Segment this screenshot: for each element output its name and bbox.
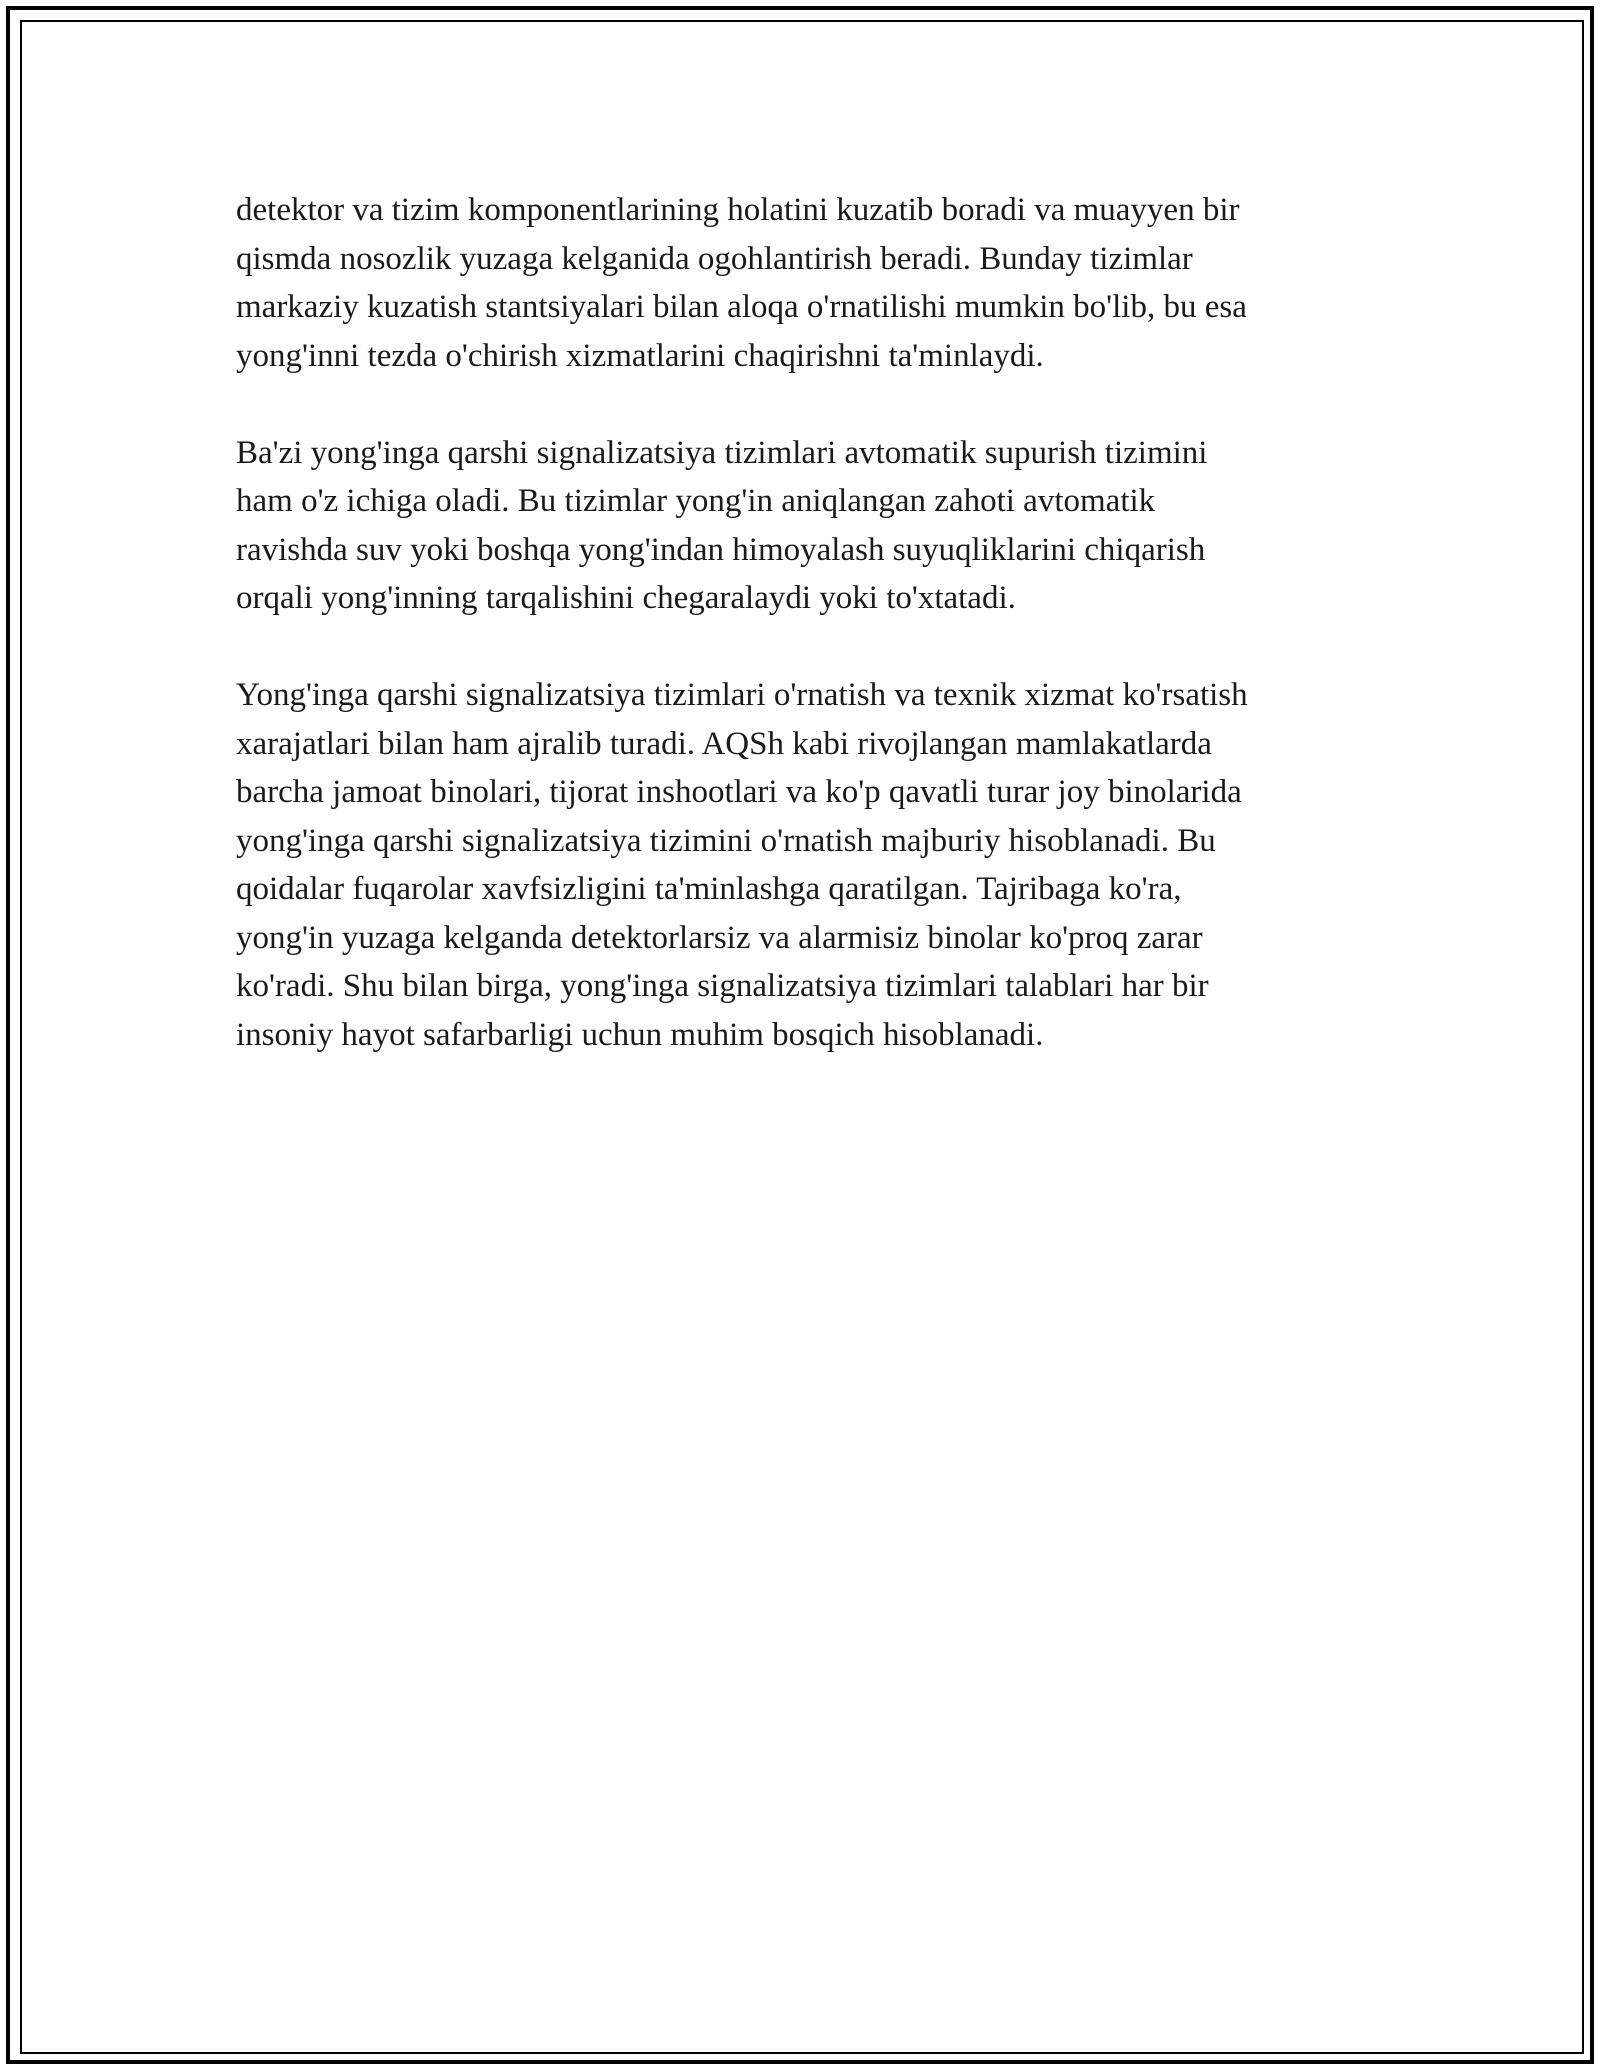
text-line: detektor va tizim komponentlarining holatini kuzatib boradi va muayyen bir xyxy=(236,192,1240,228)
document-body xyxy=(236,186,1376,1108)
text-line: yong'inni tezda o'chirish xizmatlarini chaqirishni ta'minlaydi. xyxy=(236,337,1044,374)
text-line: ravishda suv yoki boshqa yong'indan himoyalash suyuqliklarini chiqarish xyxy=(236,531,1206,568)
text-line: Ba'zi yong'inga qarshi signalizatsiya tizimlari avtomatik supurish tizimini xyxy=(236,434,1208,471)
text-line: markaziy kuzatish stantsiyalari bilan aloqa o'rnatilishi mumkin bo'lib, bu esa xyxy=(236,289,1247,325)
paragraph-1 xyxy=(236,186,1376,380)
text-line: insoniy hayot safarbarligi uchun muhim bosqich hisoblanadi. xyxy=(236,1016,1044,1053)
text-line: ko'radi. Shu bilan birga, yong'inga signalizatsiya tizimlari talablari har bir xyxy=(236,968,1209,1004)
text-line: ham o'z ichiga oladi. Bu tizimlar yong'in aniqlangan zahoti avtomatik xyxy=(236,483,1156,519)
text-line: Yong'inga qarshi signalizatsiya tizimlari o'rnatish va texnik xizmat ko'rsatish xyxy=(236,677,1248,713)
paragraph-3 xyxy=(236,671,1376,1059)
paragraph-2 xyxy=(236,429,1376,623)
text-line: orqali yong'inning tarqalishini chegaralaydi yoki to'xtatadi. xyxy=(236,580,1016,616)
text-line: yong'inga qarshi signalizatsiya tizimini o'rnatish majburiy hisoblanadi. Bu xyxy=(236,822,1216,859)
text-line: qismda nosozlik yuzaga kelganida ogohlantirish beradi. Bunday tizimlar xyxy=(236,240,1193,277)
text-line: yong'in yuzaga kelganda detektorlarsiz va alarmisiz binolar ko'proq zarar xyxy=(236,919,1203,956)
text-line: qoidalar fuqarolar xavfsizligini ta'minlashga qaratilgan. Tajribaga ko'ra, xyxy=(236,871,1182,907)
text-line: xarajatlari bilan ham ajralib turadi. AQSh kabi rivojlangan mamlakatlarda xyxy=(236,725,1212,762)
text-line: barcha jamoat binolari, tijorat inshootlari va ko'p qavatli turar joy binolarida xyxy=(236,774,1242,810)
